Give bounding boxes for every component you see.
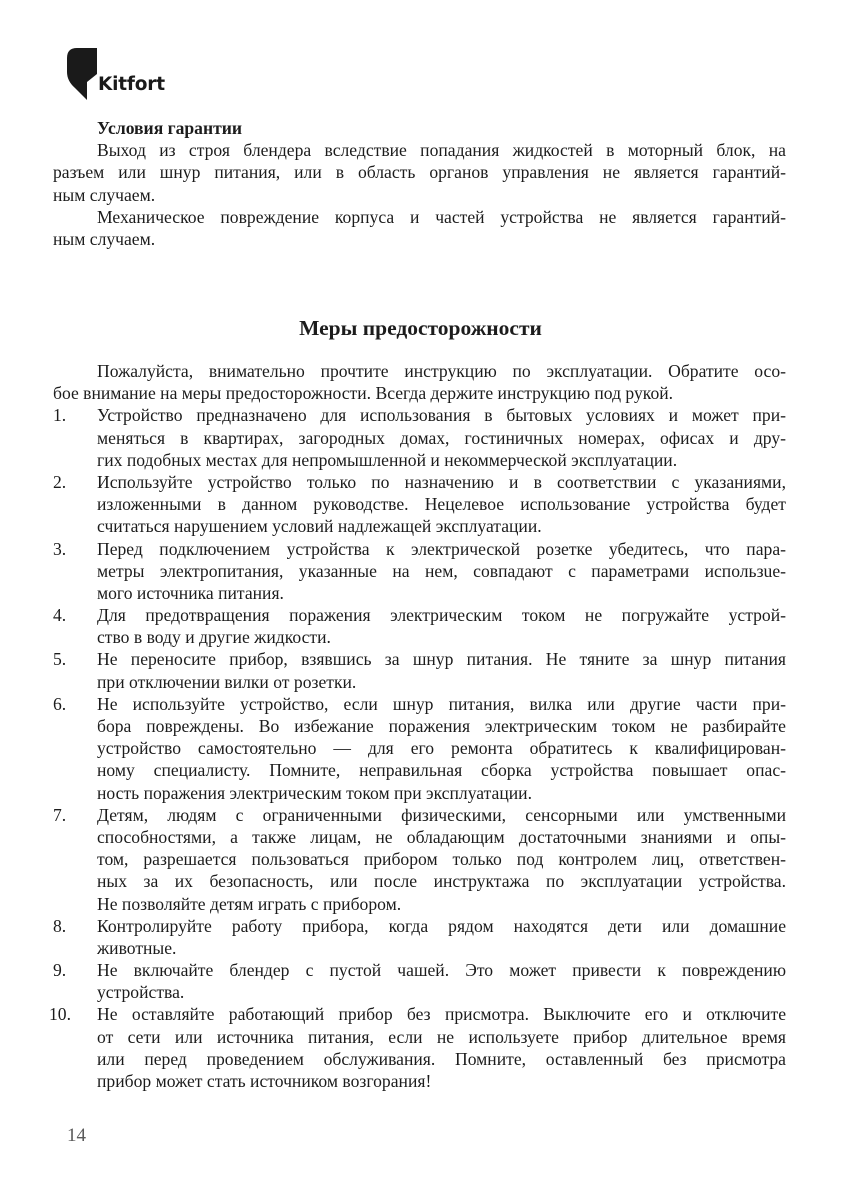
text-line: Перед подключением устройства к электрической розетке убедитесь, что пара-	[97, 538, 786, 559]
text-line: ным случаем.	[53, 184, 156, 205]
text-line: Не используйте устройство, если шнур питания, вилка или другие части при-	[97, 693, 786, 714]
list-item	[53, 604, 786, 648]
text-line: животные.	[97, 937, 177, 958]
warranty-title: Условия гарантии	[97, 118, 243, 138]
list-item-number: 8.	[53, 915, 67, 936]
kitfort-logo	[67, 48, 187, 102]
text-line: Не переносите прибор, взявшись за шнур питания. Не тяните за шнур питания	[97, 649, 786, 670]
list-item	[53, 648, 786, 692]
safety-section	[49, 360, 786, 1092]
text-line: Выход из строя блендера вследствие попадания жидкостей в моторный блок, на	[97, 140, 786, 161]
text-line: способностями, а также лицам, не обладающим достаточными знаниями и опы-	[97, 826, 786, 847]
text-line: устройства.	[97, 982, 185, 1003]
text-line: ным случаем.	[53, 229, 156, 250]
list-item-number: 5.	[53, 649, 67, 670]
text-line: Устройство предназначено для использования в бытовых условиях и может при-	[97, 405, 786, 426]
text-line: том, разрешается пользоваться прибором только под контролем лиц, ответствен-	[97, 849, 786, 870]
text-line: меняться в квартирах, загородных домах, гостиничных номерах, офисах и дру-	[97, 427, 786, 448]
list-item	[49, 1003, 786, 1092]
text-line: метры электропитания, указанные на нем, совпадают с параметрами использue-	[97, 560, 786, 581]
safety-intro	[53, 360, 786, 404]
list-item-number: 6.	[53, 693, 67, 714]
list-item-number: 10.	[49, 1004, 71, 1025]
text-line: ному специалисту. Помните, неправильная сборка устройства повышает опас-	[97, 760, 786, 781]
list-item-number: 7.	[53, 804, 67, 825]
list-item-number: 4.	[53, 605, 67, 626]
warranty-section	[53, 117, 786, 250]
safety-list	[49, 404, 786, 1092]
list-item	[53, 915, 786, 959]
warranty-paragraph-2	[53, 206, 786, 250]
list-item	[53, 693, 786, 804]
text-line: от сети или источника питания, если не используете прибор длительное время	[97, 1026, 786, 1047]
text-line: ных за их безопасность, или после инструктажа по эксплуатации устройства.	[97, 871, 786, 892]
text-line: Пожалуйста, внимательно прочтите инструкцию по эксплуатации. Обратите осо-	[97, 361, 786, 381]
list-item	[53, 804, 786, 915]
list-item-number: 1.	[53, 405, 67, 426]
text-line: Для предотвращения поражения электрическим током не погружайте устрой-	[97, 605, 786, 626]
text-line: считаться нарушением условий надлежащей эксплуатации.	[97, 516, 542, 537]
text-line: бора повреждены. Во избежание поражения электрическим током не разбирайте	[97, 716, 786, 737]
text-line: ность поражения электрическим током при эксплуатации.	[97, 782, 532, 803]
text-line: или перед проведением обслуживания. Помните, оставленный без присмотра	[97, 1048, 786, 1069]
text-line: гих подобных местах для непромышленной и некоммерческой эксплуатации.	[97, 449, 678, 470]
list-item	[53, 538, 786, 605]
warranty-paragraph-1	[53, 139, 786, 206]
list-item	[53, 404, 786, 471]
text-line: Не оставляйте работающий прибор без присмотра. Выключите его и отключите	[97, 1004, 786, 1025]
text-line: устройство самостоятельно — для его ремонта обратитесь к квалифицирован-	[97, 738, 786, 759]
text-line: Не позволяйте детям играть с прибором.	[97, 893, 402, 914]
list-item-number: 9.	[53, 960, 67, 981]
text-line: ство в воду и другие жидкости.	[97, 627, 331, 648]
text-line: бое внимание на меры предосторожности. Всегда держите инструкцию под рукой.	[53, 383, 674, 404]
text-line: Контролируйте работу прибора, когда рядом находятся дети или домашние	[97, 915, 786, 936]
text-line: разъем или шнур питания, или в область органов управления не является гарантий-	[53, 162, 786, 183]
text-line: мого источника питания.	[97, 582, 284, 603]
brand-name: Kitfort	[98, 74, 165, 95]
list-item-number: 3.	[53, 538, 67, 559]
text-line: изложенными в данном руководстве. Нецелевое использование устройства будет	[97, 494, 786, 515]
list-item	[53, 471, 786, 538]
page-number: 14	[67, 1125, 86, 1146]
safety-heading: Меры предосторожности	[299, 316, 542, 340]
list-item	[53, 959, 786, 1003]
text-line: Механическое повреждение корпуса и частей устройства не является гарантий-	[97, 206, 786, 227]
text-line: Не включайте блендер с пустой чашей. Это может привести к повреждению	[97, 960, 786, 981]
text-line: Детям, людям с ограниченными физическими, сенсорными или умственными	[97, 804, 786, 825]
text-line: Используйте устройство только по назначению и в соответствии с указаниями,	[97, 471, 786, 492]
text-line: прибор может стать источником возгорания!	[97, 1071, 432, 1092]
text-line: при отключении вилки от розетки.	[97, 671, 357, 692]
list-item-number: 2.	[53, 471, 67, 492]
